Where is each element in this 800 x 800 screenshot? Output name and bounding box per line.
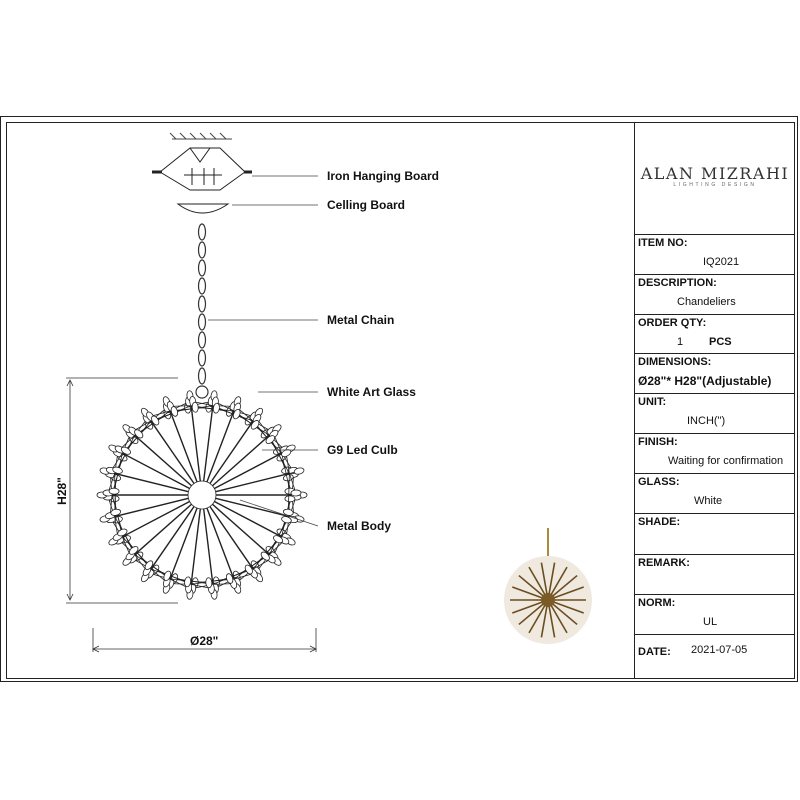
callout-iron-hanging-board: Iron Hanging Board [327, 169, 439, 183]
spec-glass [635, 473, 795, 513]
ceiling-board-drawing [178, 204, 228, 213]
callout-ceiling-board: Celling Board [327, 198, 406, 212]
shade-label: SHADE: [638, 516, 681, 528]
ceiling-hatch [170, 133, 232, 139]
order-qty-label: ORDER QTY: [638, 317, 707, 329]
sphere-rod [212, 504, 269, 554]
item-no-label: ITEM NO: [638, 237, 688, 249]
description-label: DESCRIPTION: [638, 277, 717, 289]
spec-date [635, 634, 795, 679]
dimension-lines [66, 378, 316, 652]
dimensions-label: DIMENSIONS: [638, 356, 712, 368]
glass-leaf [285, 496, 295, 502]
brand-logo [635, 122, 795, 234]
callout-metal-body: Metal Body [327, 519, 392, 533]
glass-leaf [109, 488, 119, 494]
sphere-rod [210, 421, 253, 484]
order-qty-unit: PCS [709, 336, 732, 348]
sphere-body-drawing [97, 390, 307, 599]
date-value: 2021-07-05 [691, 644, 748, 656]
brand-name: ALAN MIZRAHI [640, 164, 790, 183]
product-photo [504, 528, 592, 644]
finish-label: FINISH: [638, 436, 678, 448]
spec-remark [635, 554, 795, 594]
sphere-rod [151, 421, 194, 484]
norm-label: NORM: [638, 597, 676, 609]
date-label: DATE: [638, 646, 671, 658]
spec-item-no [635, 234, 795, 274]
sphere-rod [210, 507, 253, 570]
sphere-rod [212, 435, 269, 485]
sphere-rod [135, 504, 192, 554]
remark-label: REMARK: [638, 557, 690, 569]
sphere-hub [188, 481, 216, 509]
item-no-value: IQ2021 [703, 256, 740, 268]
finish-value: Waiting for confirmation [668, 455, 784, 467]
spec-unit [635, 393, 795, 433]
callout-led-bulb: G9 Led Culb [327, 443, 398, 457]
title-block [634, 122, 795, 679]
dimension-height-label: H28" [54, 477, 69, 505]
sphere-rod [151, 507, 194, 570]
brand-tagline: LIGHTING DESIGN [673, 182, 757, 188]
unit-value: INCH(") [687, 415, 726, 427]
glass-leaf [205, 578, 212, 588]
callout-metal-chain: Metal Chain [327, 313, 395, 327]
norm-value: UL [703, 616, 718, 628]
spec-norm [635, 594, 795, 634]
spec-description [635, 274, 795, 314]
glass-value: White [694, 495, 723, 507]
metal-chain-drawing [196, 224, 208, 398]
callout-white-art-glass: White Art Glass [327, 385, 416, 399]
glass-leaf [192, 402, 199, 412]
description-value: Chandeliers [677, 296, 736, 308]
sphere-rod [135, 435, 192, 485]
spec-order-qty [635, 314, 795, 353]
spec-dimensions [635, 353, 795, 393]
iron-hanging-board-drawing [152, 148, 252, 190]
dimensions-value: Ø28"* H28"(Adjustable) [638, 374, 772, 388]
glass-leaf [291, 490, 301, 496]
glass-label: GLASS: [638, 476, 680, 488]
spec-finish [635, 433, 795, 473]
dimension-diameter-label: Ø28" [190, 634, 219, 648]
order-qty-value: 1 [677, 336, 684, 348]
unit-label: UNIT: [638, 396, 667, 408]
spec-shade [635, 513, 795, 554]
